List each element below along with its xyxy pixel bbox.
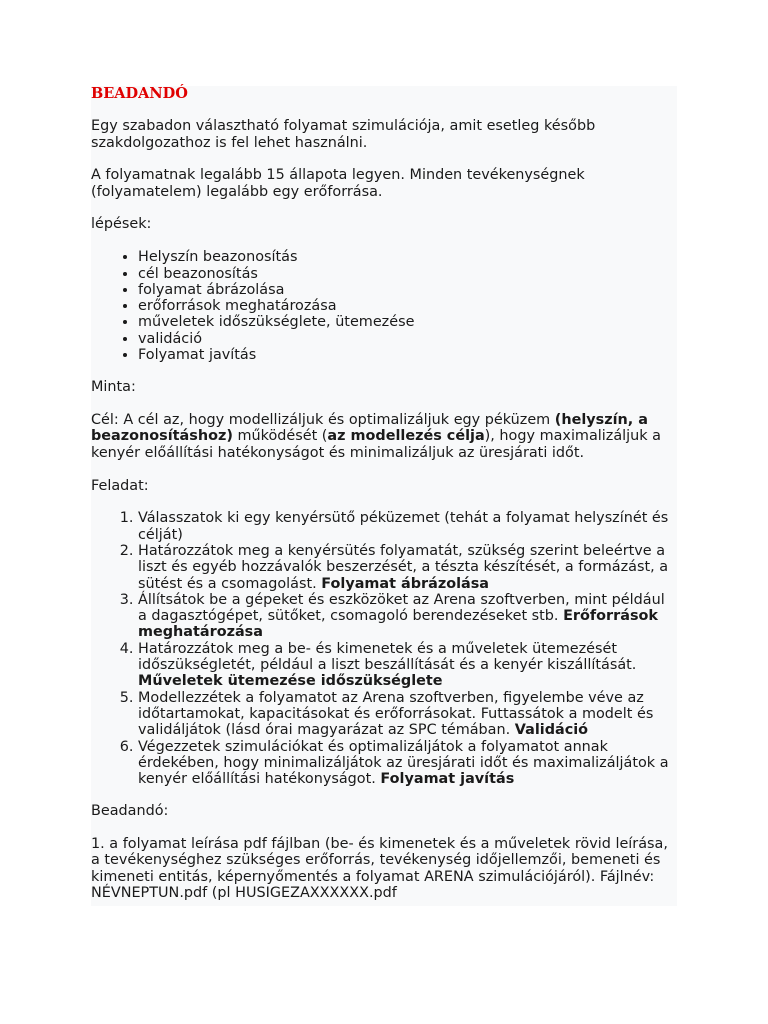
task-item: 4. Határozzátok meg a be- és kimenetek és a műveletek ütemezését időszükségletét, például a liszt beszállítását és a kenyér kiszállítását. Műveletek ütemezése időszükséglete	[138, 641, 677, 690]
steps-list	[91, 249, 677, 363]
task-item: 2. Határozzátok meg a kenyérsütés folyamatát, szükség szerint beleértve a liszt és egyéb hozzávalók beszerzését, a tészta készítését, a formázást, a sütést és a csomagolást. Folyamat ábrázolása	[138, 543, 677, 592]
submission-label: Beadandó:	[91, 803, 169, 820]
example-label: Minta:	[91, 379, 136, 396]
task-item: 1. Válasszatok ki egy kenyérsütő péküzemet (tehát a folyamat helyszínét és célját)	[138, 510, 677, 543]
step-item: • erőforrások meghatározása	[138, 298, 677, 314]
step-item: • Helyszín beazonosítás	[138, 249, 677, 265]
task-item: 5. Modellezzétek a folyamatot az Arena szoftverben, figyelembe véve az időtartamokat, kapacitásokat és erőforrásokat. Futtassátok a modelt és validáljátok (lásd órai magyarázat az SPC témában. Validáció	[138, 690, 677, 739]
goal-paragraph	[91, 412, 677, 461]
task-keyword: Validáció	[514, 722, 589, 739]
step-item: • folyamat ábrázolása	[138, 282, 677, 298]
step-item: • Folyamat javítás	[138, 347, 677, 363]
step-item: • validáció	[138, 331, 677, 347]
task-keyword: Folyamat ábrázolása	[321, 575, 490, 592]
steps-label: lépések:	[91, 216, 152, 233]
submission-paragraph: 1. a folyamat leírása pdf fájlban (be- és kimenetek és a műveletek rövid leírása, a tevékenységhez szükséges erőforrás, tevékenység időjellemzői, bemeneti és kimeneti entitás, képernyőmentés a folyamat ARENA szimulációjáról). Fájlnév: NÉVNEPTUN.pdf (pl HUSIGEZAXXXXXX.pdf	[91, 836, 668, 902]
tasks-list	[91, 510, 677, 787]
step-item: • cél beazonosítás	[138, 266, 677, 282]
goal-purpose-bold: az modellezés célja	[327, 428, 485, 445]
task-keyword: Műveletek ütemezése időszükséglete	[138, 673, 443, 690]
step-item: • műveletek időszükséglete, ütemezése	[138, 314, 677, 330]
goal-text: ), hogy maximalizáljuk a kenyér előállítási hatékonyságot és minimalizáljuk az üresjárati időt.	[91, 428, 661, 461]
task-item: 3. Állítsátok be a gépeket és eszközöket az Arena szoftverben, mint például a dagasztógépet, sütőket, csomagoló berendezéseket stb. Erőforrások meghatározása	[138, 592, 677, 641]
document-content	[91, 86, 677, 918]
document-title: BEADANDÓ	[91, 85, 188, 102]
goal-location-bold: (helyszín, a beazonosításhoz)	[91, 412, 648, 445]
requirement-paragraph: A folyamatnak legalább 15 állapota legyen. Minden tevékenységnek (folyamatelem) legalább egy erőforrása.	[91, 167, 585, 200]
task-label: Feladat:	[91, 477, 149, 494]
goal-text: Cél: A cél az, hogy modellizáljuk és optimalizáljuk egy péküzem	[91, 412, 555, 429]
goal-text: működését (	[232, 428, 328, 445]
task-keyword: Erőforrások meghatározása	[138, 608, 658, 641]
intro-paragraph: Egy szabadon választható folyamat szimulációja, amit esetleg később szakdolgozathoz is fel lehet használni.	[91, 118, 596, 151]
task-keyword: Folyamat javítás	[380, 771, 515, 788]
task-item: 6. Végezzetek szimulációkat és optimalizáljátok a folyamatot annak érdekében, hogy minimalizáljátok az üresjárati időt és maximalizáljátok a kenyér előállítási hatékonyságot. Folyamat javítás	[138, 739, 677, 788]
